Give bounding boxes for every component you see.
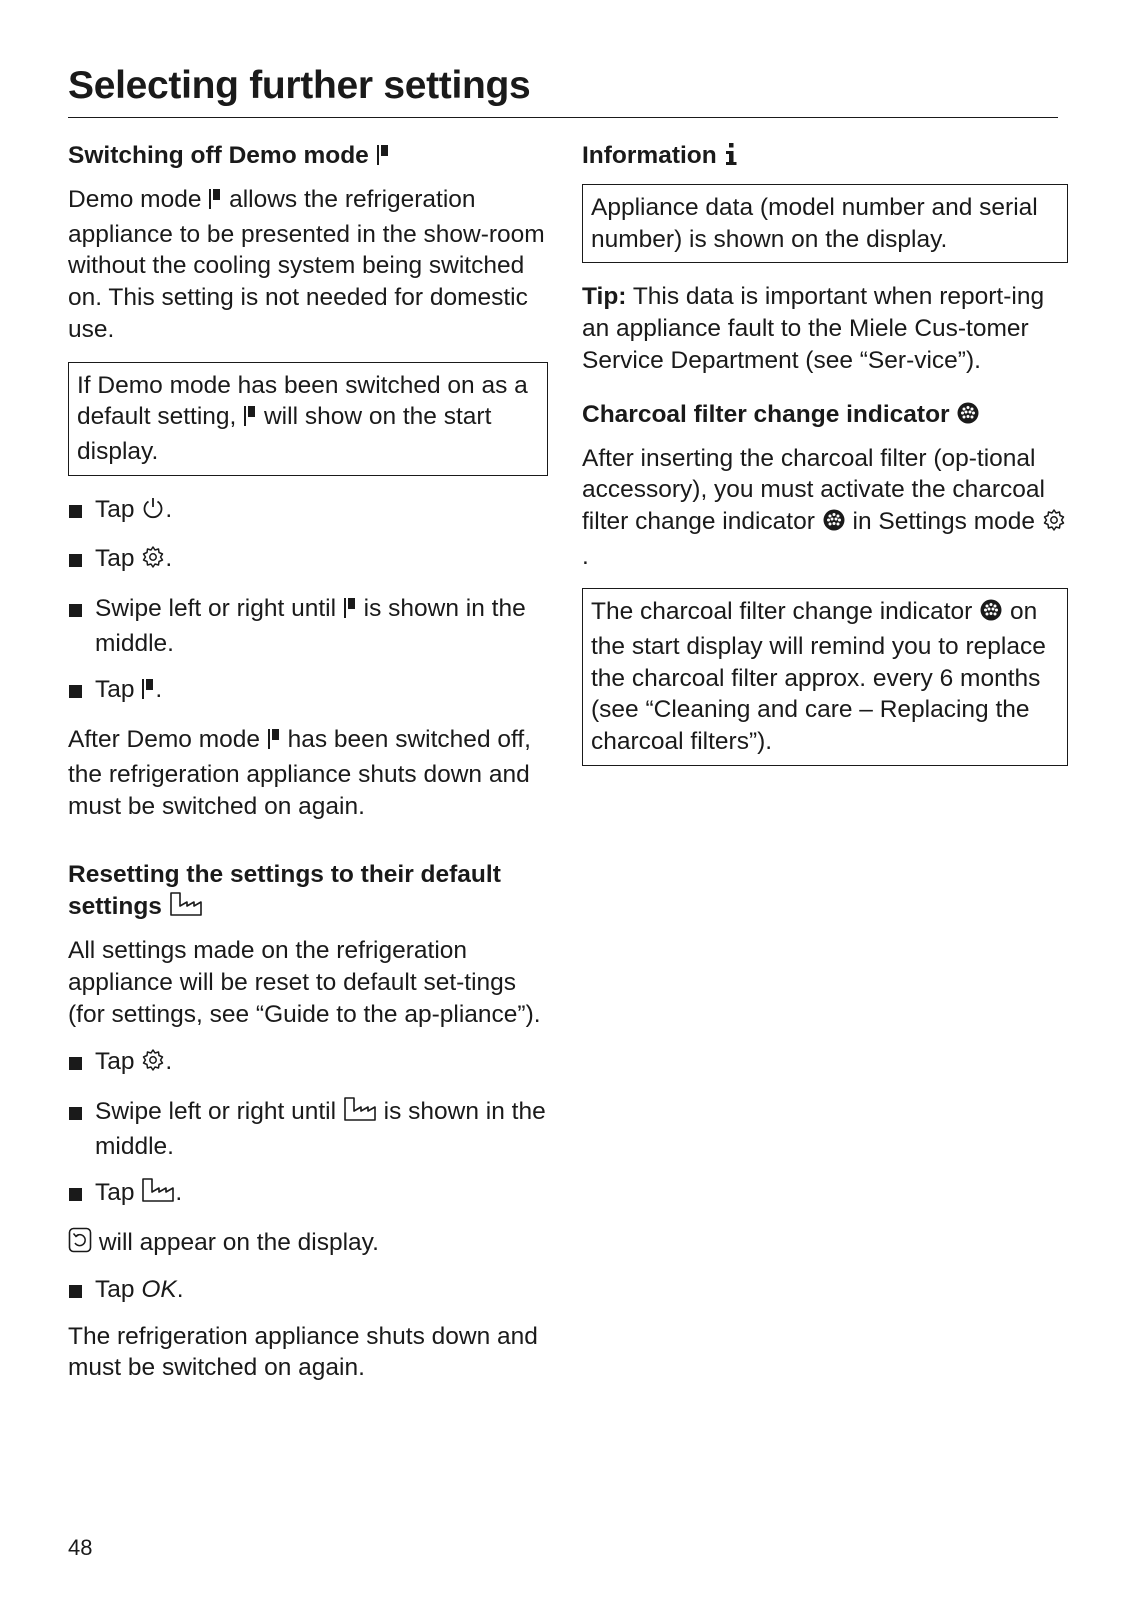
- demo-intro-a: Demo mode: [68, 186, 202, 213]
- step-text-end: is shown in the middle.: [95, 1098, 546, 1160]
- factory-reset-icon: [141, 1177, 175, 1212]
- step-text: Tap: [95, 1048, 135, 1076]
- bullet-square-icon: [69, 1285, 82, 1298]
- tip-paragraph: [582, 281, 1068, 376]
- demo-mode-icon: [343, 596, 357, 628]
- settings-gear-icon: [141, 1048, 165, 1081]
- step-text-end: .: [175, 1179, 183, 1207]
- charcoal-filter-icon: [956, 401, 980, 434]
- charcoal-note-box: [582, 588, 1068, 766]
- step-text: Tap: [95, 1275, 135, 1303]
- settings-gear-icon: [141, 545, 165, 578]
- demo-mode-icon: [267, 727, 281, 759]
- demo-note-a: If Demo mode has been switched on as a default setting,: [77, 371, 528, 431]
- step-text-end: .: [165, 1048, 173, 1076]
- step-text-end: .: [176, 1275, 184, 1303]
- step-text-end: .: [155, 676, 163, 704]
- info-icon: [724, 142, 738, 175]
- right-column: [582, 140, 1068, 784]
- title-divider: [68, 117, 1058, 118]
- demo-mode-icon: [141, 677, 155, 709]
- charcoal-note-b: on the start display will remind you to replace the charcoal filter approx. every 6 months (see “Cleaning and care – Replacing the charcoal filters”).: [591, 598, 1046, 756]
- demo-mode-icon: [376, 143, 390, 175]
- charcoal-filter-icon: [822, 508, 846, 541]
- reset-display-icon: [68, 1227, 92, 1262]
- step-text-end: .: [165, 545, 173, 573]
- tip-label: Tip:: [582, 283, 627, 311]
- demo-step-4: [68, 674, 548, 709]
- charcoal-intro-b: in Settings mode: [852, 507, 1036, 535]
- tip-text: This data is important when report-ing an appliance fault to the Miele Cus-tomer Service Department (see “Ser-vice”).: [582, 283, 1045, 374]
- reset-appear-text: will appear on the display.: [98, 1229, 379, 1257]
- demo-after-a: After Demo mode: [68, 726, 260, 754]
- reset-step-3: [68, 1177, 548, 1212]
- charcoal-filter-icon: [979, 598, 1003, 631]
- bullet-square-icon: [69, 1188, 82, 1201]
- step-text: Tap: [95, 1179, 135, 1207]
- demo-mode-heading-text: Switching off Demo mode: [68, 142, 369, 169]
- demo-mode-after: [68, 724, 548, 822]
- factory-reset-icon: [343, 1096, 377, 1131]
- charcoal-intro-c: .: [582, 542, 589, 570]
- demo-step-2: [68, 543, 548, 578]
- factory-reset-icon: [169, 891, 203, 926]
- step-text-end: .: [165, 495, 173, 523]
- demo-mode-note-box: [68, 362, 548, 476]
- charcoal-heading: [582, 399, 1068, 434]
- settings-gear-icon: [1042, 508, 1066, 541]
- page-title: Selecting further settings: [68, 64, 531, 107]
- demo-mode-intro: [68, 184, 548, 346]
- bullet-square-icon: [69, 604, 82, 617]
- reset-step-4: [68, 1274, 548, 1306]
- reset-step-1: [68, 1046, 548, 1081]
- ok-label: OK: [141, 1275, 177, 1303]
- demo-note-b: will show on the start display.: [77, 403, 492, 465]
- step-text: Tap: [95, 495, 135, 523]
- information-box: Appliance data (model number and serial number) is shown on the display.: [582, 184, 1068, 263]
- bullet-square-icon: [69, 554, 82, 567]
- step-text: Swipe left or right until: [95, 595, 337, 623]
- bullet-square-icon: [69, 1107, 82, 1120]
- demo-intro-b: allows the refrigeration appliance to be presented in the show-room without the cooling system being switched on. This setting is not needed for domestic use.: [68, 186, 545, 343]
- demo-step-1: [68, 494, 548, 529]
- reset-heading: [68, 859, 548, 926]
- information-heading-text: Information: [582, 142, 717, 169]
- reset-heading-text: Resetting the settings to their default settings: [68, 861, 501, 921]
- demo-mode-icon: [243, 404, 257, 436]
- charcoal-intro-a: After inserting the charcoal filter (op-tional accessory), you must activate the charcoal filter change indicator: [582, 444, 1045, 535]
- demo-step-3: [68, 593, 548, 659]
- page-number: 48: [68, 1535, 93, 1560]
- step-text-end: is shown in the middle.: [95, 595, 526, 657]
- information-heading: [582, 140, 1068, 175]
- charcoal-heading-text: Charcoal filter change indicator: [582, 400, 950, 428]
- demo-after-b: has been switched off, the refrigeration appliance shuts down and must be switched on again.: [68, 726, 531, 820]
- reset-appear-line: [68, 1227, 548, 1262]
- charcoal-note-a: The charcoal filter change indicator: [591, 598, 973, 626]
- reset-after: The refrigeration appliance shuts down and must be switched on again.: [68, 1322, 538, 1382]
- power-icon: [141, 496, 165, 529]
- left-column: [68, 140, 548, 1400]
- reset-intro: All settings made on the refrigeration appliance will be reset to default set-tings (for settings, see “Guide to the ap-pliance”).: [68, 937, 541, 1028]
- demo-mode-heading: [68, 140, 548, 175]
- reset-step-2: [68, 1096, 548, 1162]
- demo-mode-icon: [208, 187, 222, 219]
- bullet-square-icon: [69, 505, 82, 518]
- bullet-square-icon: [69, 685, 82, 698]
- step-text: Swipe left or right until: [95, 1098, 337, 1126]
- step-text: Tap: [95, 545, 135, 573]
- charcoal-intro: [582, 443, 1068, 573]
- bullet-square-icon: [69, 1057, 82, 1070]
- step-text: Tap: [95, 676, 135, 704]
